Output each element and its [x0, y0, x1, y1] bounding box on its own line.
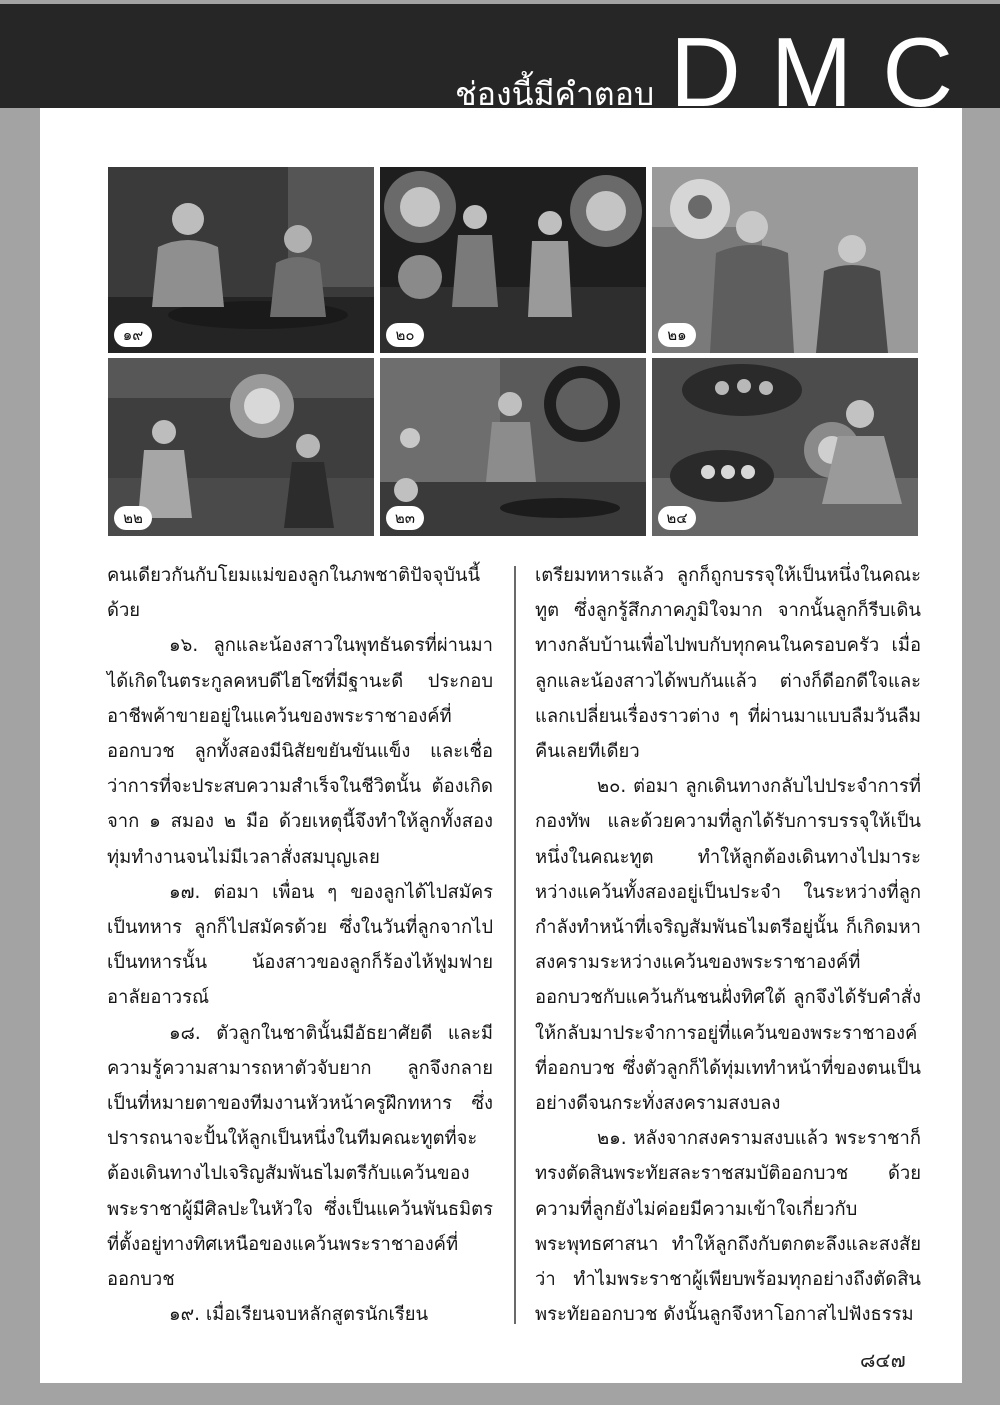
page-header	[0, 4, 1000, 127]
photo-22	[108, 358, 374, 536]
photo-24	[652, 358, 918, 536]
photo-number: ๒๔	[658, 506, 696, 530]
photo-number: ๑๙	[114, 323, 152, 347]
photo-number: ๒๐	[386, 323, 424, 347]
photo-20	[380, 167, 646, 353]
paragraph: ๑๙. เมื่อเรียนจบหลักสูตรนักเรียน	[169, 1304, 429, 1326]
paragraph: ๑๖. ลูกและน้องสาวในพุทธันดรที่ผ่านมาได้เกิดในตระกูลคหบดีไฮโซที่มีฐานะดี ประกอบอาชีพค้าขายอยู่ในแคว้นของพระราชาองค์ที่ออกบวช ลูกทั้งสองมีนิสัยขยันขันแข็ง และเชื่อว่าการที่จะประสบความสำเร็จในชีวิตนั้น ต้องเกิดจาก ๑ สมอง ๒ มือ ด้วยเหตุนี้จึงทำให้ลูกทั้งสองทุ่มทำงานจนไม่มีเวลาสั่งสมบุญเลย	[107, 635, 493, 868]
paragraph: เตรียมทหารแล้ว ลูกก็ถูกบรรจุให้เป็นหนึ่งในคณะทูต ซึ่งลูกรู้สึกภาคภูมิใจมาก จากนั้นลูกก็รีบเดินทางกลับบ้านเพื่อไปพบกับทุกคนในครอบครัว เมื่อลูกและน้องสาวได้พบกันแล้ว ต่างก็ดีอกดีใจและแลกเปลี่ยนเรื่องราวต่าง ๆ ที่ผ่านมาแบบลืมวันลืมคืนเลยทีเดียว	[535, 565, 921, 763]
left-column	[107, 558, 493, 1332]
paragraph: ๑๘. ตัวลูกในชาตินั้นมีอัธยาศัยดี และมีความรู้ความสามารถหาตัวจับยาก ลูกจึงกลายเป็นที่หมายตาของทีมงานหัวหน้าครูฝึกทหาร ซึ่งปรารถนาจะปั้นให้ลูกเป็นหนึ่งในทีมคณะทูตที่จะต้องเดินทางไปเจริญสัมพันธไมตรีกับแคว้นของพระราชาผู้มีศิลปะในหัวใจ ซึ่งเป็นแคว้นพันธมิตรที่ตั้งอยู่ทางทิศเหนือของแคว้นพระราชาองค์ที่ออกบวช	[107, 1022, 493, 1291]
paragraph: ๑๗. ต่อมา เพื่อน ๆ ของลูกได้ไปสมัครเป็นทหาร ลูกก็ไปสมัครด้วย ซึ่งในวันที่ลูกจากไปเป็นทหารนั้น น้องสาวของลูกก็ร้องไห้ฟูมฟายอาลัยอาวรณ์	[107, 881, 493, 1009]
photo-21	[652, 167, 918, 353]
photo-number: ๒๓	[386, 506, 424, 530]
header-subtitle: ช่องนี้มีคำตอบ	[455, 75, 655, 113]
photo-number: ๒๒	[114, 506, 152, 530]
photo-23	[380, 358, 646, 536]
photo-number: ๒๑	[658, 323, 696, 347]
paragraph: คนเดียวกันกับโยมแม่ของลูกในภพชาติปัจจุบันนี้ด้วย	[107, 565, 481, 622]
paragraph: ๒๑. หลังจากสงครามสงบแล้ว พระราชาก็ทรงตัดสินพระทัยสละราชสมบัติออกบวช ด้วยความที่ลูกยังไม่ค่อยมีความเข้าใจเกี่ยวกับพระพุทธศาสนา ทำให้ลูกถึงกับตกตะลึงและสงสัยว่า ทำไมพระราชาผู้เพียบพร้อมทุกอย่างถึงตัดสินพระทัยออกบวช ดังนั้นลูกจึงหาโอกาสไปฟังธรรม	[535, 1128, 921, 1326]
right-column	[535, 558, 921, 1332]
column-divider	[514, 566, 516, 1324]
dmc-logo: DMC	[670, 17, 984, 127]
paragraph: ๒๐. ต่อมา ลูกเดินทางกลับไปประจำการที่กองทัพ และด้วยความที่ลูกได้รับการบรรจุให้เป็นหนึ่งในคณะทูต ทำให้ลูกต้องเดินทางไปมาระหว่างแคว้นทั้งสองอยู่เป็นประจำ ในระหว่างที่ลูกกำลังทำหน้าที่เจริญสัมพันธไมตรีอยู่นั้น ก็เกิดมหาสงครามระหว่างแคว้นของพระราชาองค์ที่ออกบวชกับแคว้นกันชนฝั่งทิศใต้ ลูกจึงได้รับคำสั่งให้กลับมาประจำการอยู่ที่แคว้นของพระราชาองค์ที่ออกบวช ซึ่งตัวลูกก็ได้ทุ่มเททำหน้าที่ของตนเป็นอย่างดีจนกระทั่งสงครามสงบลง	[535, 776, 921, 1115]
page-number: ๘๔๗	[860, 1348, 906, 1372]
photo-19	[108, 167, 374, 353]
